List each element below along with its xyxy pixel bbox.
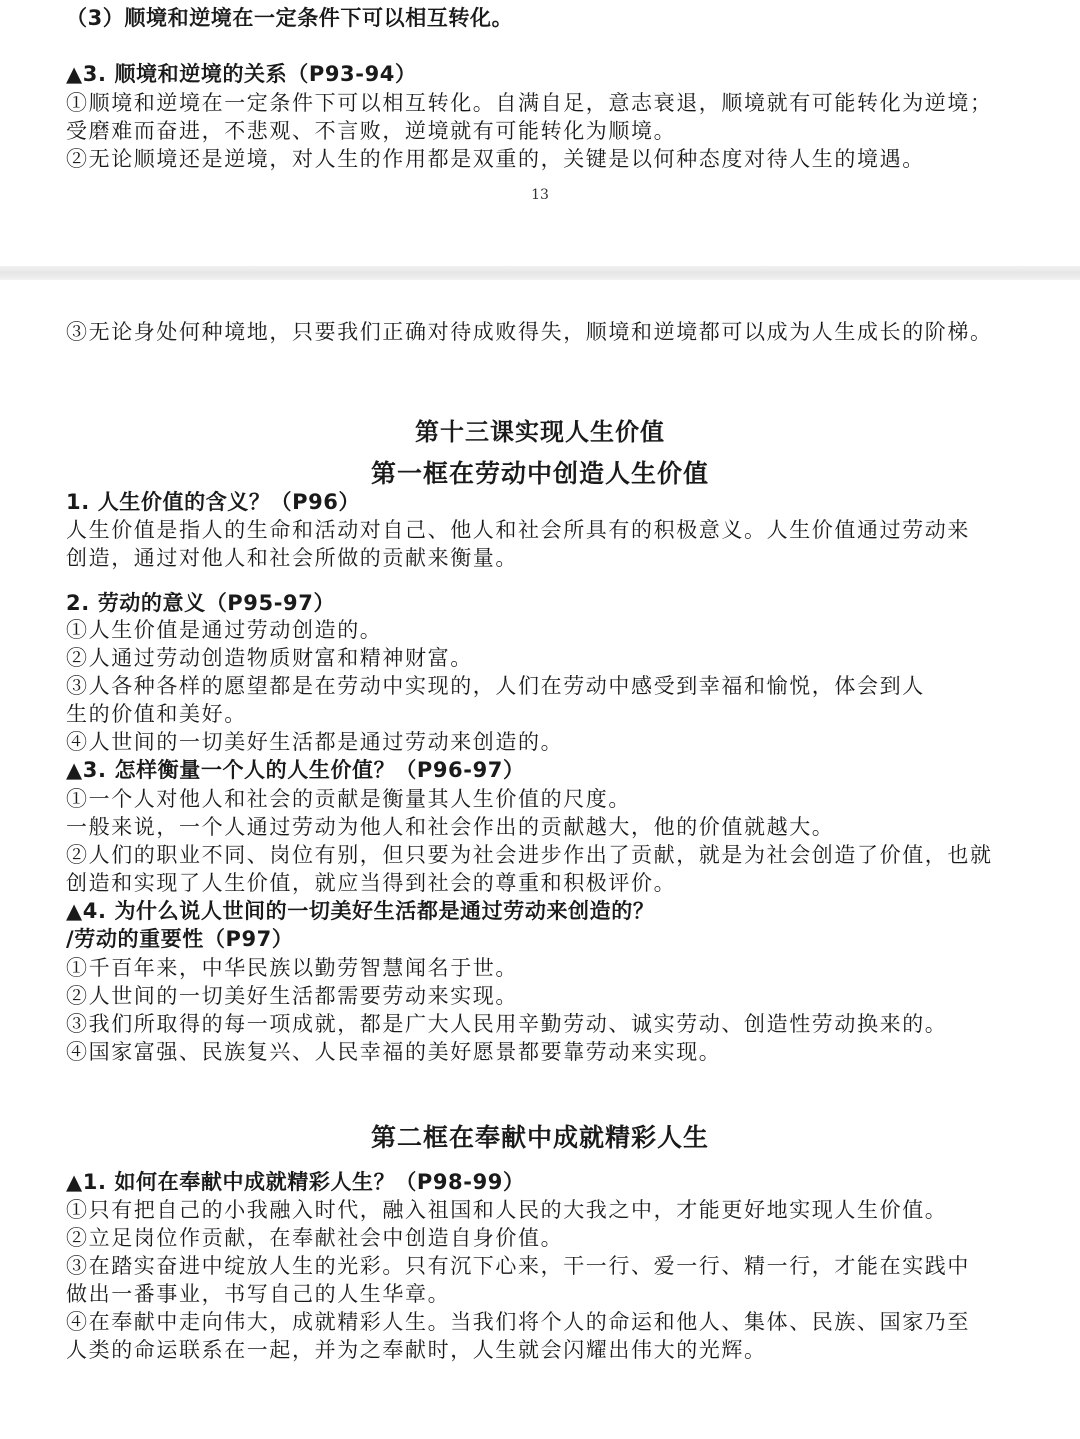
body-line: 生的价值和美好。	[66, 702, 247, 726]
body-line: ②人通过劳动创造物质财富和精神财富。	[66, 646, 473, 670]
body-line: 做出一番事业，书写自己的人生华章。	[66, 1282, 451, 1306]
body-line: ②立足岗位作贡献，在奉献社会中创造自身价值。	[66, 1226, 564, 1250]
body-line: ②人世间的一切美好生活都需要劳动来实现。	[66, 984, 518, 1008]
page-number: 13	[531, 187, 549, 203]
body-line: 人类的命运联系在一起，并为之奉献时，人生就会闪耀出伟大的光辉。	[66, 1338, 767, 1362]
body-line: 创造和实现了人生价值，就应当得到社会的尊重和积极评价。	[66, 871, 677, 895]
section-3-heading: ▲3. 顺境和逆境的关系（P93-94）	[66, 62, 417, 86]
body-line: ①顺境和逆境在一定条件下可以相互转化。自满自足，意志衰退，顺境就有可能转化为逆境；	[66, 91, 993, 115]
body-line: 人生价值是指人的生命和活动对自己、他人和社会所具有的积极意义。人生价值通过劳动来	[66, 518, 970, 542]
body-line: ③我们所取得的每一项成就，都是广大人民用辛勤劳动、诚实劳动、创造性劳动换来的。	[66, 1012, 948, 1036]
question-1-heading: 1. 人生价值的含义？（P96）	[66, 490, 361, 514]
question-4-heading: ▲4. 为什么说人世间的一切美好生活都是通过劳动来创造的？	[66, 899, 655, 923]
body-line: ③无论身处何种境地，只要我们正确对待成败得失，顺境和逆境都可以成为人生成长的阶梯。	[66, 320, 993, 344]
body-line: ④国家富强、民族复兴、人民幸福的美好愿景都要靠劳动来实现。	[66, 1040, 722, 1064]
body-line: ①一个人对他人和社会的贡献是衡量其人生价值的尺度。	[66, 787, 631, 811]
frame-1-title: 第一框在劳动中创造人生价值	[370, 459, 709, 488]
body-line: ②无论顺境还是逆境，对人生的作用都是双重的，关键是以何种态度对待人生的境遇。	[66, 147, 925, 171]
frame-2-title: 第二框在奉献中成就精彩人生	[370, 1123, 709, 1152]
body-line: ③人各种各样的愿望都是在劳动中实现的，人们在劳动中感受到幸福和愉悦，体会到人	[66, 674, 925, 698]
body-line: 受磨难而奋进，不悲观、不言败，逆境就有可能转化为顺境。	[66, 119, 677, 143]
point-3-heading: （3）顺境和逆境在一定条件下可以相互转化。	[66, 6, 514, 30]
body-line: ④在奉献中走向伟大，成就精彩人生。当我们将个人的命运和他人、集体、民族、国家乃至	[66, 1310, 970, 1334]
body-line: 一般来说，一个人通过劳动为他人和社会作出的贡献越大，他的价值就越大。	[66, 815, 835, 839]
body-line: ②人们的职业不同、岗位有别，但只要为社会进步作出了贡献，就是为社会创造了价值，也就	[66, 843, 993, 867]
page-14	[0, 280, 1080, 1439]
lesson-title: 第十三课实现人生价值	[415, 418, 665, 446]
body-line: ①只有把自己的小我融入时代，融入祖国和人民的大我之中，才能更好地实现人生价值。	[66, 1198, 948, 1222]
body-line: ①千百年来，中华民族以勤劳智慧闻名于世。	[66, 956, 518, 980]
question-4-subheading: /劳动的重要性（P97）	[66, 927, 294, 951]
body-line: ④人世间的一切美好生活都是通过劳动来创造的。	[66, 730, 564, 754]
body-line: ①人生价值是通过劳动创造的。	[66, 618, 383, 642]
page-divider	[0, 266, 1080, 280]
question-3-heading: ▲3. 怎样衡量一个人的人生价值？（P96-97）	[66, 758, 525, 782]
body-line: ③在踏实奋进中绽放人生的光彩。只有沉下心来，干一行、爱一行、精一行，才能在实践中	[66, 1254, 970, 1278]
question-2-heading: 2. 劳动的意义（P95-97）	[66, 591, 336, 615]
frame-2-question-1-heading: ▲1. 如何在奉献中成就精彩人生？（P98-99）	[66, 1170, 525, 1194]
page-13	[0, 0, 1080, 268]
body-line: 创造，通过对他人和社会所做的贡献来衡量。	[66, 546, 518, 570]
